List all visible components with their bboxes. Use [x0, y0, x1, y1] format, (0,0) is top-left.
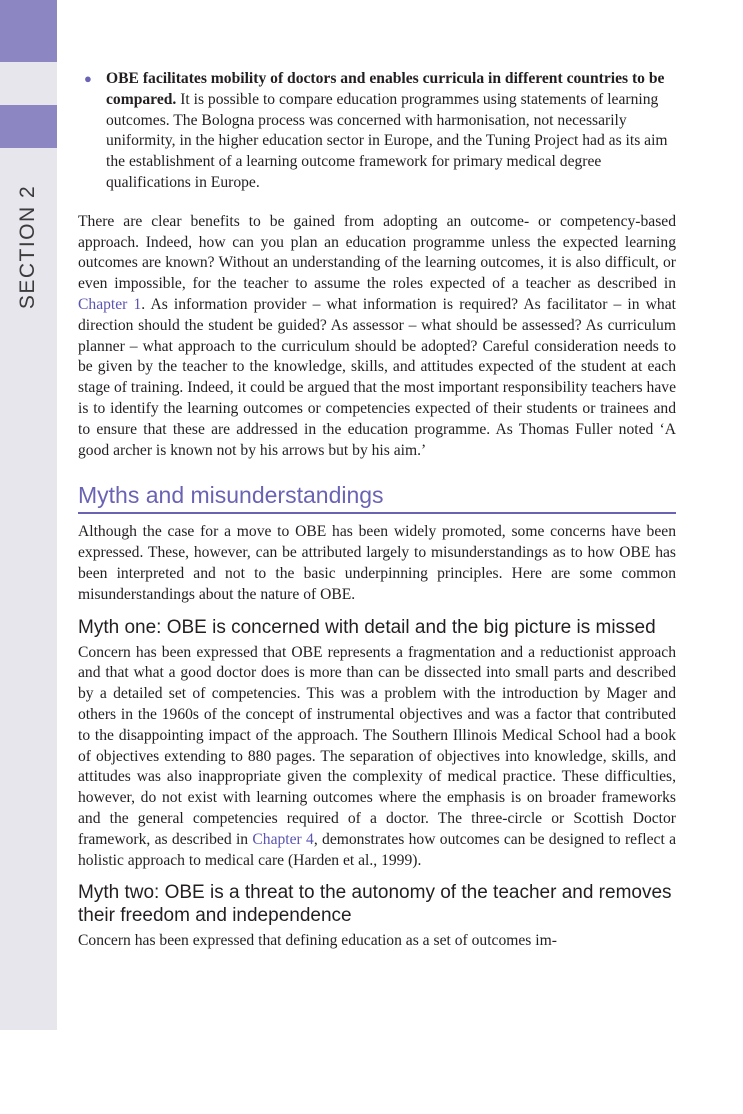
page-content — [78, 69, 676, 952]
myth-two-heading: Myth two: OBE is a threat to the autonomy of the teacher and removes their freedom and independence — [78, 882, 672, 927]
section-side-strip — [0, 0, 57, 1030]
paragraph-benefits — [78, 212, 676, 462]
paragraph-text: . As information provider – what information is required? As facilitator – in what direction should the student be guided? As assessor – what should be assessed? As curriculum planner – what approach to the curriculum should be adopted? Careful consideration needs to be given by the teacher to the knowledge, skills, and attitudes expected of the student at each stage of training. Indeed, it could be argued that the most important responsibility teachers have is to identify the learning outcomes or competencies expected of their students or trainees and to ensure that these are addressed in the education programme. As Thomas Fuller noted ‘A good archer is known not by his arrows but by his aim.’ — [78, 295, 676, 459]
section-tab-marker — [0, 105, 57, 148]
paragraph-intro: Although the case for a move to OBE has been widely promoted, some concerns have been expressed. These, however, can be attributed largely to misunderstandings as to how OBE has been interpreted and not to the basic underpinning principles. Here are some common misunderstandings about the nature of OBE. — [78, 523, 676, 603]
paragraph-text: , demonstrates how outcomes can be designed to reflect a holistic approach to medical care (Harden et al., 1999). — [78, 830, 676, 869]
section-heading: Myths and misunderstandings — [78, 481, 676, 514]
bullet-dot-icon: ● — [84, 71, 92, 86]
section-tab-marker-top — [0, 0, 57, 62]
paragraph-text: There are clear benefits to be gained from adopting an outcome- or competency-based approach. Indeed, how can you plan an education programme unless the expected learning outcomes are known? Without an understanding of the learning outcomes, it is also difficult, or even impossible, for the teacher to assume the roles expected of a teacher as described in — [78, 212, 676, 293]
section-label: SECTION 2 — [16, 184, 39, 310]
chapter-1-link[interactable]: Chapter 1 — [78, 295, 142, 313]
bullet-item — [78, 69, 676, 194]
paragraph-text: Concern has been expressed that OBE represents a fragmentation and a reductionist approach and that what a good doctor does is more than can be dissected into small parts and described by a detailed set of competencies. This was a problem with the introduction by Mager and others in the 1960s of the concept of instrumental objectives and was a factor that contributed to the disappointing impact of the approach. The Southern Illinois Medical School had a book of objectives extending to 880 pages. The separation of objectives into knowledge, skills, and attitudes was also inappropriate given the complexity of medical practice. These difficulties, however, do not exist with learning outcomes where the emphasis is on broader frameworks and the general competencies required of a doctor. The three-circle or Scottish Doctor framework, as described in — [78, 643, 676, 848]
bullet-text: It is possible to compare education programmes using statements of learning outcomes. The Bologna process was concerned with harmonisation, not necessarily uniformity, in the higher education sector in Europe, and the Tuning Project had as its aim the establishment of a learning outcome framework for primary medical degree qualifications in Europe. — [106, 90, 668, 191]
myth-one-heading: Myth one: OBE is concerned with detail and the big picture is missed — [78, 616, 656, 638]
paragraph-myth-one — [78, 643, 676, 872]
bullet-lead: OBE facilitates mobility of doctors and enables curricula in different countries to be compared. — [106, 70, 665, 108]
paragraph-myth-two: Concern has been expressed that defining education as a set of outcomes im- — [78, 932, 557, 950]
chapter-4-link[interactable]: Chapter 4 — [252, 830, 314, 848]
